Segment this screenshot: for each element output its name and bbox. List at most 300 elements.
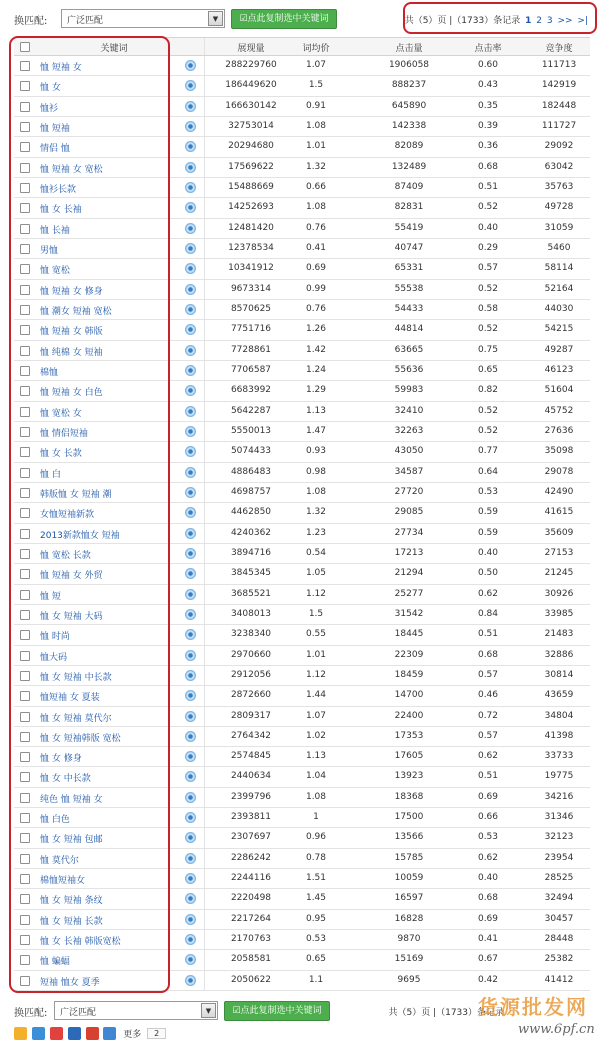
avg-price-cell: 0.78 [305, 852, 327, 863]
avg-price-cell: 1.08 [305, 791, 327, 802]
clicks-cell: 82831 [394, 202, 424, 213]
keyword-link[interactable]: 恤 宽松 [40, 266, 70, 277]
ctr-cell: 0.46 [477, 690, 499, 701]
column-divider [204, 97, 205, 116]
preview-icon[interactable] [185, 426, 196, 437]
impressions-cell: 4462850 [230, 507, 272, 518]
clicks-cell: 82089 [394, 141, 424, 152]
ctr-cell: 0.64 [477, 466, 499, 477]
avg-price-cell: 1.26 [305, 324, 327, 335]
preview-icon[interactable] [185, 853, 196, 864]
ctr-cell: 0.39 [477, 120, 499, 131]
clicks-cell: 22400 [394, 710, 424, 721]
impressions-cell: 2170763 [230, 934, 272, 945]
competition-cell: 41615 [544, 507, 574, 518]
preview-icon[interactable] [185, 446, 196, 457]
impressions-cell: 15488669 [228, 181, 274, 192]
competition-cell: 182448 [541, 100, 577, 111]
page-current: 1 [525, 16, 532, 26]
clicks-cell: 59983 [394, 385, 424, 396]
avg-price-cell: 1.51 [305, 873, 327, 884]
competition-cell: 33733 [544, 751, 574, 762]
ctr-cell: 0.59 [477, 527, 499, 538]
keyword-link[interactable]: 恤 女 短袖 包邮 [40, 835, 103, 846]
keyword-link[interactable]: 恤 短 [40, 591, 61, 602]
preview-icon[interactable] [185, 385, 196, 396]
keyword-link[interactable]: 恤 女 短袖 长款 [40, 916, 103, 927]
avg-price-cell: 1.07 [305, 710, 327, 721]
clicks-cell: 10059 [394, 873, 424, 884]
column-divider [204, 259, 205, 278]
keyword-column-highlight-ring [9, 36, 170, 993]
preview-icon[interactable] [185, 751, 196, 762]
avg-price-cell: 0.41 [305, 242, 327, 253]
column-divider [204, 341, 205, 360]
impressions-cell: 14252693 [228, 202, 274, 213]
keyword-link[interactable]: 恤 莫代尔 [40, 855, 79, 866]
share-more-link[interactable]: 更多 [123, 1030, 142, 1040]
page-link-2[interactable]: 2 [536, 16, 542, 26]
column-divider [204, 869, 205, 888]
clicks-cell: 13566 [394, 832, 424, 843]
preview-icon[interactable] [185, 60, 196, 71]
column-divider [204, 178, 205, 197]
preview-icon[interactable] [185, 731, 196, 742]
keyword-link[interactable]: 恤 女 长袖 韩版宽松 [40, 937, 121, 948]
column-divider [204, 137, 205, 156]
header-competition[interactable]: 竞争度 [545, 44, 573, 54]
impressions-cell: 186449620 [225, 80, 277, 91]
column-divider [204, 625, 205, 644]
competition-cell: 31346 [544, 812, 574, 823]
ctr-cell: 0.50 [477, 568, 499, 579]
impressions-cell: 4240362 [230, 527, 272, 538]
keyword-link[interactable]: 恤 女 长款 [40, 449, 82, 460]
clicks-cell: 17213 [394, 547, 424, 558]
column-divider [204, 707, 205, 726]
share-count: 2 [147, 1028, 166, 1039]
avg-price-cell: 1.32 [305, 507, 327, 518]
keyword-link[interactable]: 恤 女 长袖 [40, 205, 82, 216]
preview-icon[interactable] [185, 771, 196, 782]
sina-weibo-icon[interactable] [50, 1027, 63, 1040]
ctr-cell: 0.58 [477, 303, 499, 314]
ctr-cell: 0.65 [477, 364, 499, 375]
keyword-link[interactable]: 棉恤 [40, 367, 59, 378]
keyword-link[interactable]: 恤 女 [40, 83, 61, 94]
preview-icon[interactable] [185, 507, 196, 518]
ctr-cell: 0.82 [477, 385, 499, 396]
preview-icon[interactable] [185, 934, 196, 945]
preview-icon[interactable] [185, 162, 196, 173]
competition-cell: 45752 [544, 405, 574, 416]
header-avg-price[interactable]: 词均价 [302, 44, 330, 54]
keyword-link[interactable]: 恤 女 中长款 [40, 774, 91, 785]
header-clicks[interactable]: 点击量 [395, 44, 423, 54]
competition-cell: 5460 [547, 242, 571, 253]
preview-icon[interactable] [185, 629, 196, 640]
impressions-cell: 3894716 [230, 547, 272, 558]
page-last[interactable]: >| [577, 16, 588, 26]
clicks-cell: 27720 [394, 486, 424, 497]
avg-price-cell: 1.47 [305, 425, 327, 436]
impressions-cell: 2286242 [230, 852, 272, 863]
keyword-link[interactable]: 恤 宽松 长款 [40, 550, 91, 561]
keyword-link[interactable]: 恤 短袖 女 修身 [40, 286, 103, 297]
chevron-down-icon[interactable]: ▼ [201, 1003, 216, 1018]
clicks-cell: 17353 [394, 730, 424, 741]
competition-cell: 19775 [544, 771, 574, 782]
column-divider [204, 747, 205, 766]
impressions-cell: 2809317 [230, 710, 272, 721]
preview-icon[interactable] [185, 487, 196, 498]
avg-price-cell: 1.42 [305, 344, 327, 355]
impressions-cell: 2399796 [230, 791, 272, 802]
preview-icon[interactable] [185, 670, 196, 681]
clicks-cell: 16828 [394, 913, 424, 924]
clicks-cell: 55419 [394, 222, 424, 233]
competition-cell: 28448 [544, 934, 574, 945]
ctr-cell: 0.68 [477, 161, 499, 172]
match-type-value-bottom: 广泛匹配 [60, 1008, 97, 1018]
renren-icon[interactable] [68, 1027, 81, 1040]
preview-icon[interactable] [185, 609, 196, 620]
preview-icon[interactable] [185, 832, 196, 843]
avg-price-cell: 1.08 [305, 202, 327, 213]
impressions-cell: 2393811 [230, 812, 272, 823]
clicks-cell: 16597 [394, 893, 424, 904]
qzone-icon[interactable] [14, 1027, 27, 1040]
avg-price-cell: 0.65 [305, 954, 327, 965]
keyword-link[interactable]: 恤 短袖 女 韩版 [40, 327, 103, 338]
ctr-cell: 0.36 [477, 141, 499, 152]
ctr-cell: 0.52 [477, 202, 499, 213]
kaixin-icon[interactable] [86, 1027, 99, 1040]
impressions-cell: 2058581 [230, 954, 272, 965]
impressions-cell: 7728861 [230, 344, 272, 355]
column-divider [204, 524, 205, 543]
tencent-weibo-icon[interactable] [32, 1027, 45, 1040]
clicks-cell: 9870 [397, 934, 421, 945]
avg-price-cell: 0.91 [305, 100, 327, 111]
competition-cell: 35098 [544, 446, 574, 457]
preview-icon[interactable] [185, 711, 196, 722]
preview-icon[interactable] [185, 202, 196, 213]
column-divider [204, 483, 205, 502]
column-divider [204, 219, 205, 238]
chevron-down-icon[interactable]: ▼ [208, 11, 223, 26]
column-divider [204, 503, 205, 522]
keyword-link[interactable]: 2013新款恤女 短袖 [40, 530, 120, 541]
ctr-cell: 0.51 [477, 181, 499, 192]
keyword-link[interactable]: 恤 女 短袖 大码 [40, 611, 103, 622]
column-divider [204, 666, 205, 685]
header-keyword[interactable]: 关键词 [100, 44, 128, 54]
preview-icon[interactable] [185, 80, 196, 91]
preview-icon[interactable] [185, 243, 196, 254]
preview-icon[interactable] [185, 304, 196, 315]
competition-cell: 46123 [544, 364, 574, 375]
preview-icon[interactable] [185, 528, 196, 539]
ctr-cell: 0.40 [477, 547, 499, 558]
impressions-cell: 17569622 [228, 161, 274, 172]
keyword-link[interactable]: 恤 蝙蝠 [40, 957, 70, 968]
keyword-link[interactable]: 恤大码 [40, 652, 68, 663]
clicks-cell: 40747 [394, 242, 424, 253]
header-impressions[interactable]: 展现量 [237, 44, 265, 54]
avg-price-cell: 1.04 [305, 771, 327, 782]
avg-price-cell: 1.02 [305, 730, 327, 741]
preview-icon[interactable] [185, 812, 196, 823]
ctr-cell: 0.42 [477, 974, 499, 985]
preview-icon[interactable] [185, 182, 196, 193]
keyword-link[interactable]: 恤衫长款 [40, 184, 77, 195]
ctr-cell: 0.43 [477, 80, 499, 91]
clicks-cell: 32263 [394, 425, 424, 436]
preview-icon[interactable] [185, 223, 196, 234]
preview-icon[interactable] [185, 284, 196, 295]
page-link-3[interactable]: 3 [546, 16, 553, 26]
ctr-cell: 0.53 [477, 832, 499, 843]
ctr-cell: 0.40 [477, 873, 499, 884]
share-bar [14, 1027, 166, 1043]
keyword-link[interactable]: 恤 短袖 女 外贸 [40, 571, 103, 582]
keyword-link[interactable]: 棉恤短袖女 [40, 876, 86, 887]
avg-price-cell: 1.13 [305, 751, 327, 762]
match-type-select[interactable] [61, 9, 225, 28]
competition-cell: 142919 [541, 80, 577, 91]
preview-icon[interactable] [185, 914, 196, 925]
competition-cell: 21483 [544, 629, 574, 640]
ctr-cell: 0.40 [477, 222, 499, 233]
preview-icon[interactable] [185, 467, 196, 478]
keyword-link[interactable]: 恤 短袖 女 宽松 [40, 164, 103, 175]
clicks-cell: 1906058 [388, 60, 430, 70]
keyword-link[interactable]: 恤 短袖 女 白色 [40, 388, 103, 399]
clicks-cell: 32410 [394, 405, 424, 416]
column-divider [204, 76, 205, 95]
preview-icon[interactable] [185, 548, 196, 559]
keyword-link[interactable]: 恤短袖 女 夏装 [40, 693, 100, 704]
avg-price-cell: 1.07 [305, 60, 327, 70]
keyword-link[interactable]: 恤 短袖 [40, 123, 70, 134]
clicks-cell: 27734 [394, 527, 424, 538]
keyword-link[interactable]: 男恤 [40, 245, 59, 256]
preview-icon[interactable] [185, 873, 196, 884]
ctr-cell: 0.62 [477, 588, 499, 599]
preview-icon[interactable] [185, 263, 196, 274]
avg-price-cell: 0.54 [305, 547, 327, 558]
avg-price-cell: 1.01 [305, 141, 327, 152]
preview-icon[interactable] [185, 975, 196, 986]
avg-price-cell: 1.12 [305, 588, 327, 599]
preview-icon[interactable] [185, 792, 196, 803]
preview-icon[interactable] [185, 893, 196, 904]
impressions-cell: 166630142 [225, 100, 277, 111]
avg-price-cell: 0.69 [305, 263, 327, 274]
clicks-cell: 65331 [394, 263, 424, 274]
ctr-cell: 0.75 [477, 344, 499, 355]
clicks-cell: 645890 [391, 100, 427, 111]
clicks-cell: 18368 [394, 791, 424, 802]
clicks-cell: 44814 [394, 324, 424, 335]
copy-selected-keywords-button[interactable]: ☑点此复制选中关键词 [231, 9, 337, 29]
impressions-cell: 4698757 [230, 486, 272, 497]
competition-cell: 34804 [544, 710, 574, 721]
share-plus-icon[interactable] [103, 1027, 116, 1040]
preview-icon[interactable] [185, 589, 196, 600]
ctr-cell: 0.62 [477, 751, 499, 762]
keyword-link[interactable]: 韩版恤 女 短袖 潮 [40, 489, 112, 500]
ctr-cell: 0.69 [477, 913, 499, 924]
competition-cell: 30814 [544, 669, 574, 680]
column-divider [204, 971, 205, 990]
column-divider [204, 320, 205, 339]
clicks-cell: 43050 [394, 446, 424, 457]
column-divider [204, 910, 205, 929]
keyword-link[interactable]: 恤 纯棉 女 短袖 [40, 347, 103, 358]
impressions-cell: 2970660 [230, 649, 272, 660]
column-divider [204, 950, 205, 969]
impressions-cell: 3685521 [230, 588, 272, 599]
clicks-cell: 55538 [394, 283, 424, 294]
page-next[interactable]: >> [557, 16, 573, 26]
competition-cell: 33985 [544, 608, 574, 619]
impressions-cell: 2220498 [230, 893, 272, 904]
keyword-link[interactable]: 短袖 恤女 夏季 [40, 977, 100, 988]
preview-icon[interactable] [185, 121, 196, 132]
preview-icon[interactable] [185, 650, 196, 661]
preview-icon[interactable] [185, 324, 196, 335]
competition-cell: 27636 [544, 425, 574, 436]
keyword-link[interactable]: 恤 白色 [40, 815, 70, 826]
avg-price-cell: 1.12 [305, 669, 327, 680]
ctr-cell: 0.51 [477, 629, 499, 640]
copy-selected-keywords-button-bottom[interactable]: ☑点此复制选中关键词 [224, 1001, 330, 1021]
preview-icon[interactable] [185, 101, 196, 112]
avg-price-cell: 0.95 [305, 913, 327, 924]
keyword-link[interactable]: 恤 女 短袖 莫代尔 [40, 713, 112, 724]
preview-icon[interactable] [185, 568, 196, 579]
keyword-link[interactable]: 恤 情侣短袖 [40, 428, 88, 439]
header-ctr[interactable]: 点击率 [474, 44, 502, 54]
ctr-cell: 0.66 [477, 812, 499, 823]
competition-cell: 54215 [544, 324, 574, 335]
keyword-link[interactable]: 恤 女 短袖 中长款 [40, 672, 112, 683]
preview-icon[interactable] [185, 406, 196, 417]
keyword-link[interactable]: 恤 时尚 [40, 632, 70, 643]
competition-cell: 29078 [544, 466, 574, 477]
ctr-cell: 0.52 [477, 425, 499, 436]
impressions-cell: 2244116 [230, 873, 272, 884]
ctr-cell: 0.51 [477, 771, 499, 782]
competition-cell: 42490 [544, 486, 574, 497]
clicks-cell: 87409 [394, 181, 424, 192]
ctr-cell: 0.72 [477, 710, 499, 721]
keyword-link[interactable]: 恤 女 短袖 条纹 [40, 896, 103, 907]
column-divider [204, 158, 205, 177]
column-divider [204, 442, 205, 461]
keyword-link[interactable]: 恤 白 [40, 469, 61, 480]
column-divider [204, 361, 205, 380]
keyword-link[interactable]: 女恤短袖新款 [40, 510, 95, 521]
ctr-cell: 0.52 [477, 405, 499, 416]
competition-cell: 27153 [544, 547, 574, 558]
watermark-url: www.6pf.cn [518, 1022, 595, 1037]
keyword-link[interactable]: 恤 宽松 女 [40, 408, 82, 419]
keyword-link[interactable]: 恤衫 [40, 103, 59, 114]
clicks-cell: 63665 [394, 344, 424, 355]
keyword-link[interactable]: 恤 短袖 女 [40, 63, 82, 73]
impressions-cell: 5074433 [230, 446, 272, 457]
preview-icon[interactable] [185, 690, 196, 701]
impressions-cell: 2440634 [230, 771, 272, 782]
avg-price-cell: 0.93 [305, 446, 327, 457]
avg-price-cell: 1.13 [305, 405, 327, 416]
impressions-cell: 5550013 [230, 425, 272, 436]
avg-price-cell: 0.76 [305, 303, 327, 314]
clicks-cell: 22309 [394, 649, 424, 660]
impressions-cell: 3408013 [230, 608, 272, 619]
keyword-link[interactable]: 恤 潮女 短袖 宽松 [40, 306, 112, 317]
keyword-link[interactable]: 恤 女 短袖韩版 宽松 [40, 733, 121, 744]
impressions-cell: 5642287 [230, 405, 272, 416]
column-divider [204, 463, 205, 482]
clicks-cell: 9695 [397, 974, 421, 985]
avg-price-cell: 1.23 [305, 527, 327, 538]
keyword-link[interactable]: 恤 长袖 [40, 225, 70, 236]
column-divider [204, 544, 205, 563]
preview-icon[interactable] [185, 365, 196, 376]
competition-cell: 35609 [544, 527, 574, 538]
ctr-cell: 0.60 [477, 60, 499, 70]
competition-cell: 31059 [544, 222, 574, 233]
preview-icon[interactable] [185, 954, 196, 965]
impressions-cell: 2764342 [230, 730, 272, 741]
impressions-cell: 7706587 [230, 364, 272, 375]
column-divider [204, 889, 205, 908]
keyword-link[interactable]: 情侣 恤 [40, 144, 70, 155]
clicks-cell: 29085 [394, 507, 424, 518]
keyword-link[interactable]: 恤 女 修身 [40, 754, 82, 765]
clicks-cell: 55636 [394, 364, 424, 375]
avg-price-cell: 0.96 [305, 832, 327, 843]
competition-cell: 43659 [544, 690, 574, 701]
impressions-cell: 32753014 [228, 120, 274, 131]
clicks-cell: 17500 [394, 812, 424, 823]
clicks-cell: 15785 [394, 852, 424, 863]
watermark-text: 货源批发网 [478, 995, 588, 1019]
preview-icon[interactable] [185, 345, 196, 356]
impressions-cell: 10341912 [228, 263, 274, 274]
pagination-summary: 共（5）页 |（1733）条记录 [404, 16, 521, 26]
ctr-cell: 0.53 [477, 486, 499, 497]
keyword-link[interactable]: 纯色 恤 短袖 女 [40, 794, 103, 805]
competition-cell: 34216 [544, 791, 574, 802]
avg-price-cell: 1.1 [308, 974, 324, 985]
clicks-cell: 132489 [391, 161, 427, 172]
competition-cell: 111727 [541, 120, 577, 131]
ctr-cell: 0.57 [477, 263, 499, 274]
impressions-cell: 3238340 [230, 629, 272, 640]
avg-price-cell: 1 [313, 812, 319, 823]
avg-price-cell: 1.5 [308, 80, 324, 91]
column-divider [204, 930, 205, 949]
preview-icon[interactable] [185, 141, 196, 152]
impressions-cell: 3845345 [230, 568, 272, 579]
ctr-cell: 0.68 [477, 649, 499, 660]
match-type-select-bottom[interactable] [54, 1001, 218, 1020]
